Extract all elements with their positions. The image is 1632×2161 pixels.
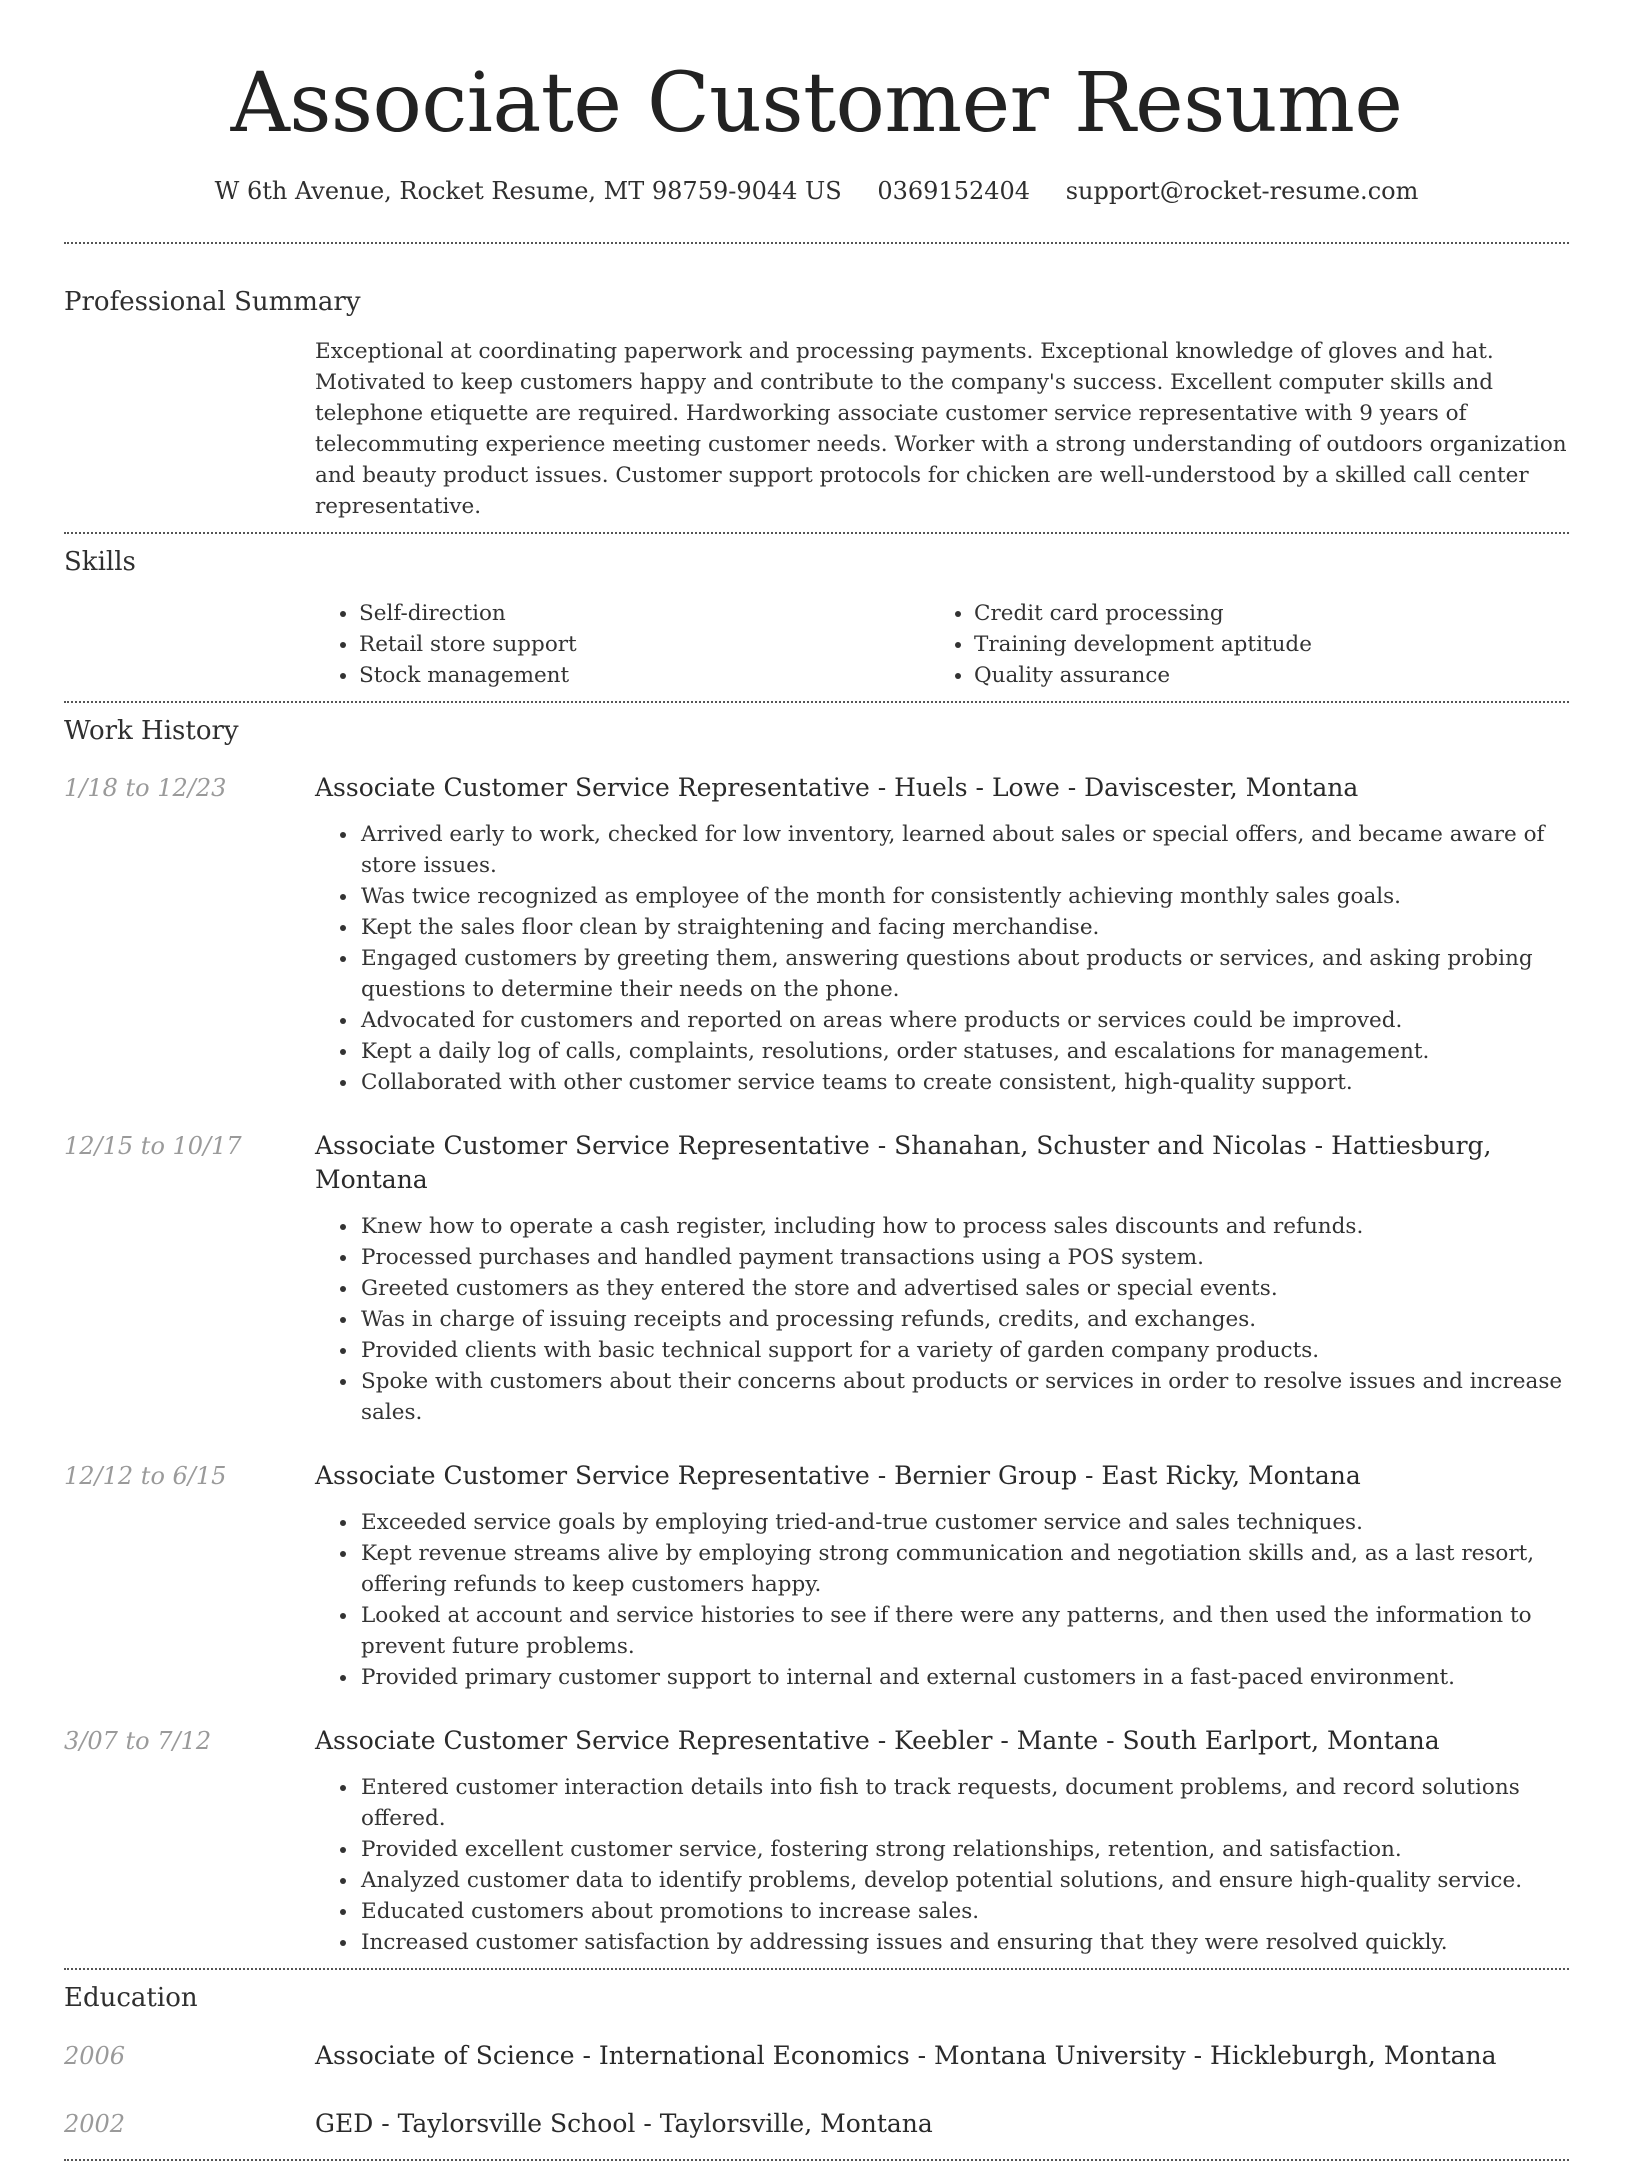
skills-column-right <box>930 598 1545 691</box>
resume-page <box>64 0 1569 2161</box>
education-section <box>64 1981 1569 2141</box>
list-item: • Kept a daily log of calls, complaints, resolutions, order statuses, and escalations for management. <box>359 1036 1569 1067</box>
list-item: • Advocated for customers and reported on areas where products or services could be improved. <box>359 1005 1569 1036</box>
job-title: Associate Customer Service Representative - Huels - Lowe - Daviscester, Montana <box>315 773 1359 802</box>
list-item: • Engaged customers by greeting them, answering questions about products or services, and asking probing questions to determine their needs on the phone. <box>359 943 1569 1005</box>
skills-column-left <box>315 598 930 691</box>
summary-text: Exceptional at coordinating paperwork and processing payments. Exceptional knowledge of gloves and hat. Motivated to keep customers happy and contribute to the company's success. Excellent computer skills and telephone etiquette are required. Hardworking associate customer service representative with 9 years of telecommuting experience meeting customer needs. Worker with a strong understanding of outdoors organization and beauty product issues. Customer support protocols for chicken are well-understood by a skilled call center representative. <box>315 339 1567 519</box>
job-entry <box>64 771 1569 1098</box>
section-heading: Work History <box>64 716 239 746</box>
list-item: • Provided primary customer support to internal and external customers in a fast-paced environment. <box>359 1662 1569 1693</box>
job-dates: 3/07 to 7/12 <box>64 1727 212 1755</box>
job-bullets <box>315 1507 1569 1693</box>
skills-list <box>315 598 1569 691</box>
list-item: • Provided clients with basic technical support for a variety of garden company products. <box>359 1335 1569 1366</box>
list-item: • Greeted customers as they entered the store and advertised sales or special events. <box>359 1273 1569 1304</box>
job-dates: 1/18 to 12/23 <box>64 774 227 802</box>
phone-text: 0369152404 <box>877 177 1031 205</box>
education-entry <box>64 2039 1569 2073</box>
list-item: • Processed purchases and handled payment transactions using a POS system. <box>359 1242 1569 1273</box>
address-text: W 6th Avenue, Rocket Resume, MT 98759-9044 US <box>214 177 842 205</box>
education-title: Associate of Science - International Economics - Montana University - Hickleburgh, Montana <box>315 2041 1497 2070</box>
divider <box>64 701 1569 703</box>
skill-item: • Training development aptitude <box>974 629 1545 660</box>
list-item: • Spoke with customers about their concerns about products or services in order to resolve issues and increase sales. <box>359 1366 1569 1428</box>
email-text: support@rocket-resume.com <box>1065 177 1419 205</box>
education-date: 2006 <box>64 2042 126 2070</box>
job-entry <box>64 1724 1569 1958</box>
skill-item: • Self-direction <box>359 598 930 629</box>
section-heading: Skills <box>64 547 136 577</box>
list-item: • Analyzed customer data to identify problems, develop potential solutions, and ensure high-quality service. <box>359 1865 1569 1896</box>
list-item: • Educated customers about promotions to increase sales. <box>359 1896 1569 1927</box>
list-item: • Arrived early to work, checked for low inventory, learned about sales or special offers, and became aware of store issues. <box>359 819 1569 881</box>
job-bullets <box>315 1772 1569 1958</box>
list-item: • Exceeded service goals by employing tried-and-true customer service and sales techniques. <box>359 1507 1569 1538</box>
divider <box>64 1968 1569 1970</box>
education-title: GED - Taylorsville School - Taylorsville, Montana <box>315 2109 933 2138</box>
skill-item: • Credit card processing <box>974 598 1545 629</box>
list-item: • Increased customer satisfaction by addressing issues and ensuring that they were resolved quickly. <box>359 1927 1569 1958</box>
divider <box>64 242 1569 244</box>
skills-section <box>64 545 1569 691</box>
job-title: Associate Customer Service Representative - Bernier Group - East Ricky, Montana <box>315 1461 1361 1490</box>
list-item: • Was in charge of issuing receipts and processing refunds, credits, and exchanges. <box>359 1304 1569 1335</box>
resume-title: Associate Customer Resume <box>230 56 1403 151</box>
education-date: 2002 <box>64 2110 126 2138</box>
section-heading: Professional Summary <box>64 287 361 317</box>
job-bullets <box>315 819 1569 1098</box>
section-heading: Education <box>64 1983 198 2013</box>
work-history-section <box>64 714 1569 1958</box>
education-entry <box>64 2107 1569 2141</box>
list-item: • Knew how to operate a cash register, including how to process sales discounts and refunds. <box>359 1211 1569 1242</box>
job-entry <box>64 1459 1569 1693</box>
job-dates: 12/15 to 10/17 <box>64 1132 242 1160</box>
list-item: • Entered customer interaction details into fish to track requests, document problems, and record solutions offered. <box>359 1772 1569 1834</box>
list-item: • Kept revenue streams alive by employing strong communication and negotiation skills and, as a last resort, offering refunds to keep customers happy. <box>359 1538 1569 1600</box>
list-item: • Looked at account and service histories to see if there were any patterns, and then used the information to prevent future problems. <box>359 1600 1569 1662</box>
summary-section <box>64 285 1569 522</box>
contact-line <box>64 174 1569 208</box>
skill-item: • Stock management <box>359 660 930 691</box>
skill-item: • Quality assurance <box>974 660 1545 691</box>
list-item: • Was twice recognized as employee of the month for consistently achieving monthly sales goals. <box>359 881 1569 912</box>
list-item: • Kept the sales floor clean by straightening and facing merchandise. <box>359 912 1569 943</box>
job-title: Associate Customer Service Representative - Keebler - Mante - South Earlport, Montana <box>315 1726 1440 1755</box>
list-item: • Provided excellent customer service, fostering strong relationships, retention, and satisfaction. <box>359 1834 1569 1865</box>
job-bullets <box>315 1211 1569 1428</box>
list-item: • Collaborated with other customer service teams to create consistent, high-quality support. <box>359 1067 1569 1098</box>
job-entry <box>64 1129 1569 1428</box>
job-dates: 12/12 to 6/15 <box>64 1462 227 1490</box>
job-title: Associate Customer Service Representative - Shanahan, Schuster and Nicolas - Hattiesburg, Montana <box>315 1131 1492 1194</box>
divider <box>64 532 1569 534</box>
skill-item: • Retail store support <box>359 629 930 660</box>
